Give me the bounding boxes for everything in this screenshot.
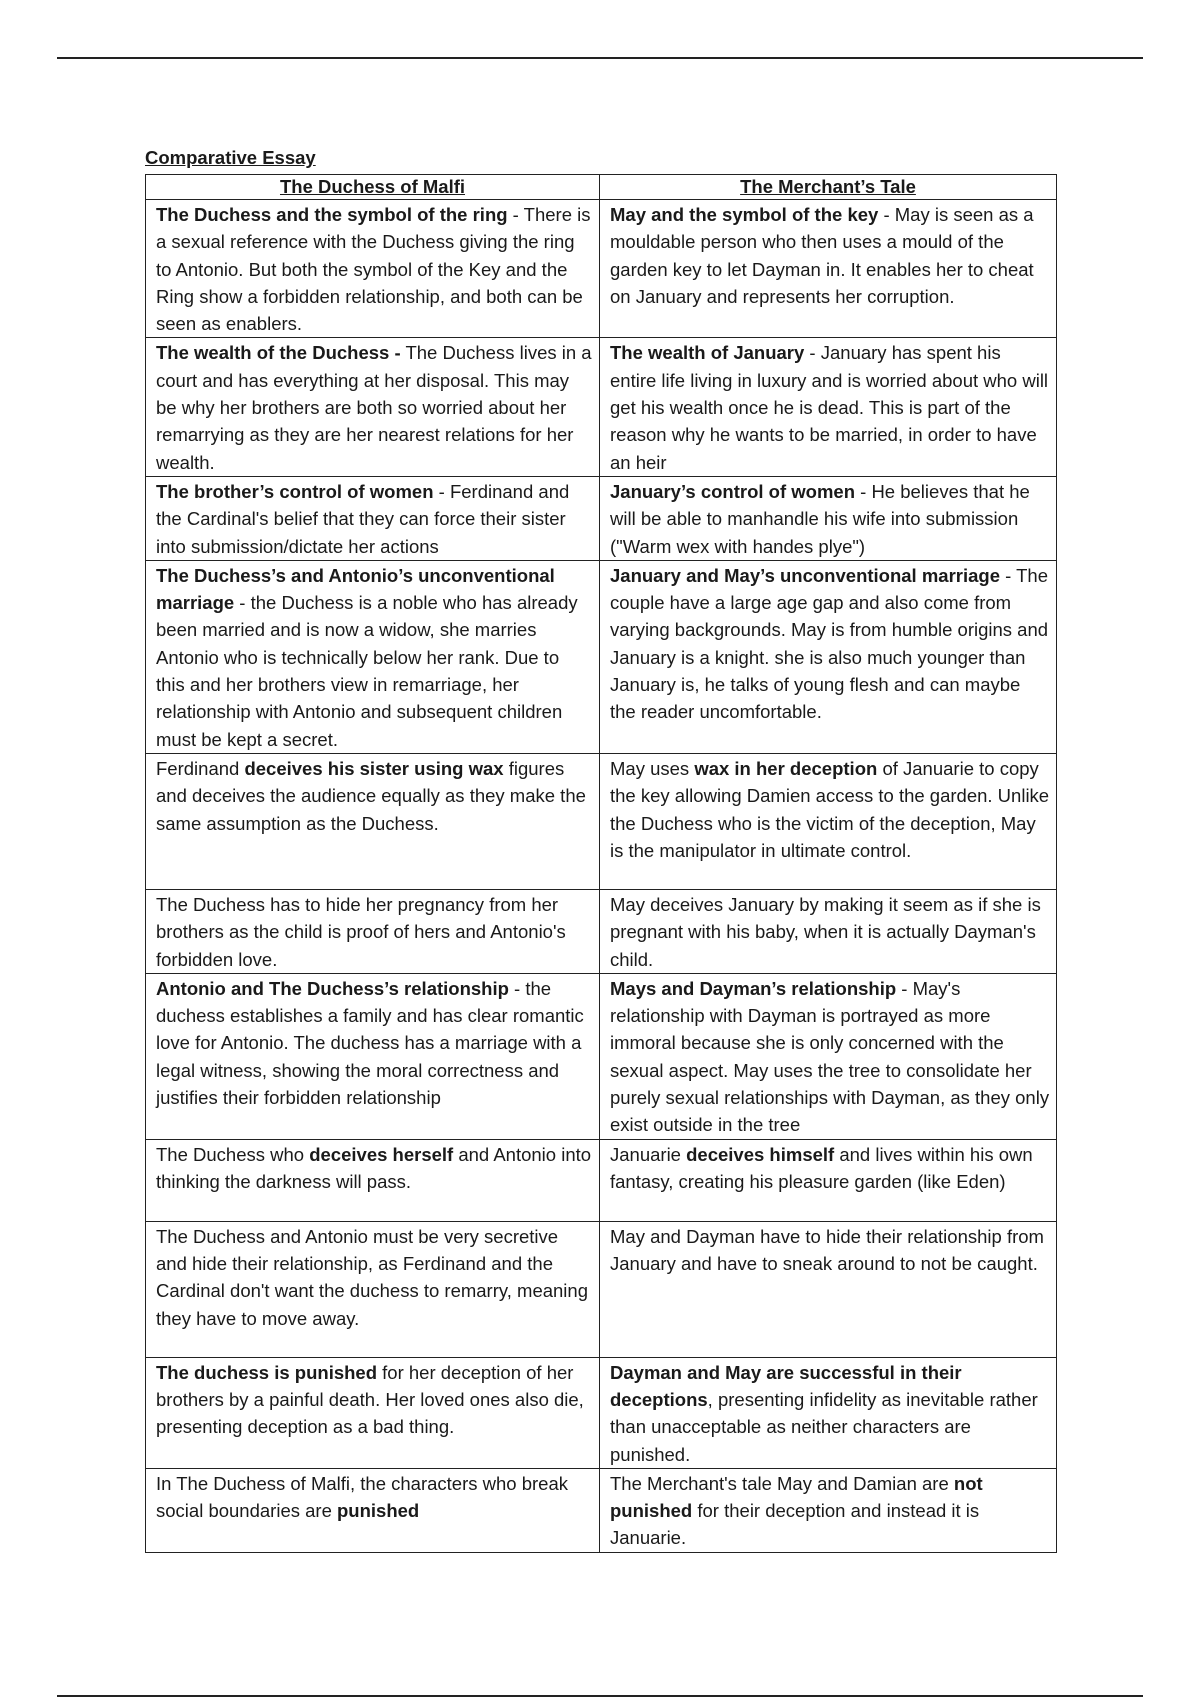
column-header-duchess-of-malfi: The Duchess of Malfi <box>146 175 600 200</box>
table-cell-merchant <box>600 200 1057 338</box>
cell-text: - May's relationship with Dayman is portrayed as more immoral because she is only concerned with the sexual aspect. May uses the tree to consolidate her purely sexual relationships with Dayman, as they only exist outside in the tree <box>610 977 1050 1136</box>
table-header-row <box>146 175 1057 200</box>
cell-text: The Duchess has to hide her pregnancy from her brothers as the child is proof of hers and Antonio's forbidden love. <box>156 893 566 970</box>
bold-text: The wealth of January <box>610 342 805 364</box>
table-row <box>146 1139 1057 1221</box>
cell-text: The Merchant's tale May and Damian are <box>610 1472 954 1494</box>
table-row <box>146 338 1057 476</box>
bold-text: January’s control of women <box>610 480 855 502</box>
cell-text: Ferdinand <box>156 757 245 779</box>
table-row <box>146 1221 1057 1357</box>
cell-text: In The Duchess of Malfi, the characters who break social boundaries are <box>156 1472 568 1522</box>
cell-text: for their deception and instead it is Januarie. <box>610 1500 980 1549</box>
bold-text: The wealth of the Duchess - <box>156 342 401 364</box>
table-cell-duchess <box>146 1468 600 1552</box>
table-cell-merchant <box>600 338 1057 476</box>
table-cell-duchess <box>146 200 600 338</box>
column-header-merchants-tale: The Merchant’s Tale <box>600 175 1057 200</box>
cell-text: - May is seen as a mouldable person who then uses a mould of the garden key to let Dayman in. It enables her to cheat on January and represents her corruption. <box>610 204 1034 307</box>
cell-text: May deceives January by making it seem as if she is pregnant with his baby, when it is actually Dayman's child. <box>610 893 1041 970</box>
table-row <box>146 200 1057 338</box>
bold-text: The Duchess and the symbol of the ring <box>156 204 508 225</box>
bold-text: The Duchess’s and Antonio’s unconventional marriage <box>156 564 555 614</box>
cell-text: The Duchess and Antonio must be very secretive and hide their relationship, as Ferdinand and the Cardinal don't want the duchess to remarry, meaning they have to move away. <box>156 1225 588 1329</box>
cell-text: May uses <box>610 757 695 779</box>
bold-text: punished <box>337 1500 420 1522</box>
cell-text: - January has spent his entire life living in luxury and is worried about who will get his wealth once he is dead. This is part of the reason why he wants to be married, in order to have an heir <box>610 342 1049 473</box>
table-cell-merchant <box>600 560 1057 753</box>
table-cell-merchant <box>600 1139 1057 1221</box>
cell-text: - He believes that he will be able to manhandle his wife into submission ("Warm wex with handes plye") <box>610 480 1030 557</box>
table-cell-merchant <box>600 1357 1057 1468</box>
table-cell-duchess <box>146 889 600 973</box>
comparison-table <box>145 174 1057 1553</box>
table-cell-duchess <box>146 1221 600 1357</box>
table-cell-duchess <box>146 560 600 753</box>
table-row <box>146 1468 1057 1552</box>
table-cell-merchant <box>600 476 1057 560</box>
table-cell-merchant <box>600 753 1057 889</box>
page-title: Comparative Essay <box>145 147 316 168</box>
bottom-rule <box>57 1695 1143 1697</box>
table-cell-merchant <box>600 1468 1057 1552</box>
table-row <box>146 973 1057 1139</box>
cell-text: figures and deceives the audience equally as they make the same assumption as the Duchess. <box>156 757 586 834</box>
bold-text: wax in her deception <box>694 757 878 779</box>
bold-text: The duchess is punished <box>156 1361 378 1383</box>
cell-text: , presenting infidelity as inevitable rather than unacceptable as neither characters are punished. <box>610 1388 1038 1465</box>
bold-text: Antonio and The Duchess’s relationship <box>156 977 509 999</box>
cell-text: - The couple have a large age gap and also come from varying backgrounds. May is from humble origins and January is a knight. she is also much younger than January is, he talks of young flesh and can maybe the reader uncomfortable. <box>610 564 1049 723</box>
table-cell-duchess <box>146 1139 600 1221</box>
cell-text: The Duchess who <box>156 1143 310 1165</box>
bold-text: deceives himself <box>686 1143 835 1165</box>
cell-text: The Duchess lives in a court and has everything at her disposal. This may be why her brothers are both so worried about her remarrying as they are her nearest relations for her wealth. <box>156 342 592 473</box>
table-row <box>146 753 1057 889</box>
cell-text: Januarie <box>610 1143 687 1165</box>
bold-text: May and the symbol of the key <box>610 204 879 225</box>
bold-text: deceives herself <box>309 1143 454 1165</box>
bold-text: January and May’s unconventional marriage <box>610 564 1000 586</box>
table-row <box>146 1357 1057 1468</box>
table-cell-duchess <box>146 973 600 1139</box>
bold-text: Mays and Dayman’s relationship <box>610 977 897 999</box>
top-rule <box>57 57 1143 59</box>
bold-text: deceives his sister using wax <box>244 757 504 779</box>
cell-text: - the Duchess is a noble who has already been married and is now a widow, she marries Antonio who is technically below her rank. Due to this and her brothers view in remarriage, her relationship with Antonio and subsequent children must be kept a secret. <box>156 592 578 750</box>
cell-text: and Antonio into thinking the darkness will pass. <box>156 1143 592 1192</box>
table-cell-merchant <box>600 1221 1057 1357</box>
cell-text: of Januarie to copy the key allowing Damien access to the garden. Unlike the Duchess who is the victim of the deception, May is the manipulator in ultimate control. <box>610 757 1050 861</box>
table-cell-duchess <box>146 1357 600 1468</box>
table-cell-duchess <box>146 338 600 476</box>
cell-text: May and Dayman have to hide their relationship from January and have to sneak around to not be caught. <box>610 1225 1044 1274</box>
table-cell-duchess <box>146 476 600 560</box>
table-row <box>146 889 1057 973</box>
bold-text: Dayman and May are successful in their deceptions <box>610 1361 962 1410</box>
cell-text: - There is a sexual reference with the Duchess giving the ring to Antonio. But both the symbol of the Key and the Ring show a forbidden relationship, and both can be seen as enablers. <box>156 204 591 335</box>
table-cell-duchess <box>146 753 600 889</box>
cell-text: - the duchess establishes a family and has clear romantic love for Antonio. The duchess has a marriage with a legal witness, showing the moral correctness and justifies their forbidden relationship <box>156 977 584 1109</box>
bold-text: The brother’s control of women <box>156 480 434 502</box>
cell-text: - Ferdinand and the Cardinal's belief that they can force their sister into submission/dictate her actions <box>156 480 570 557</box>
bold-text: not punished <box>610 1472 983 1522</box>
table-cell-merchant <box>600 973 1057 1139</box>
table-row <box>146 476 1057 560</box>
cell-text: for her deception of her brothers by a painful death. Her loved ones also die, presenting deception as a bad thing. <box>156 1361 584 1438</box>
table-row <box>146 560 1057 753</box>
cell-text: and lives within his own fantasy, creating his pleasure garden (like Eden) <box>610 1143 1033 1192</box>
table-cell-merchant <box>600 889 1057 973</box>
